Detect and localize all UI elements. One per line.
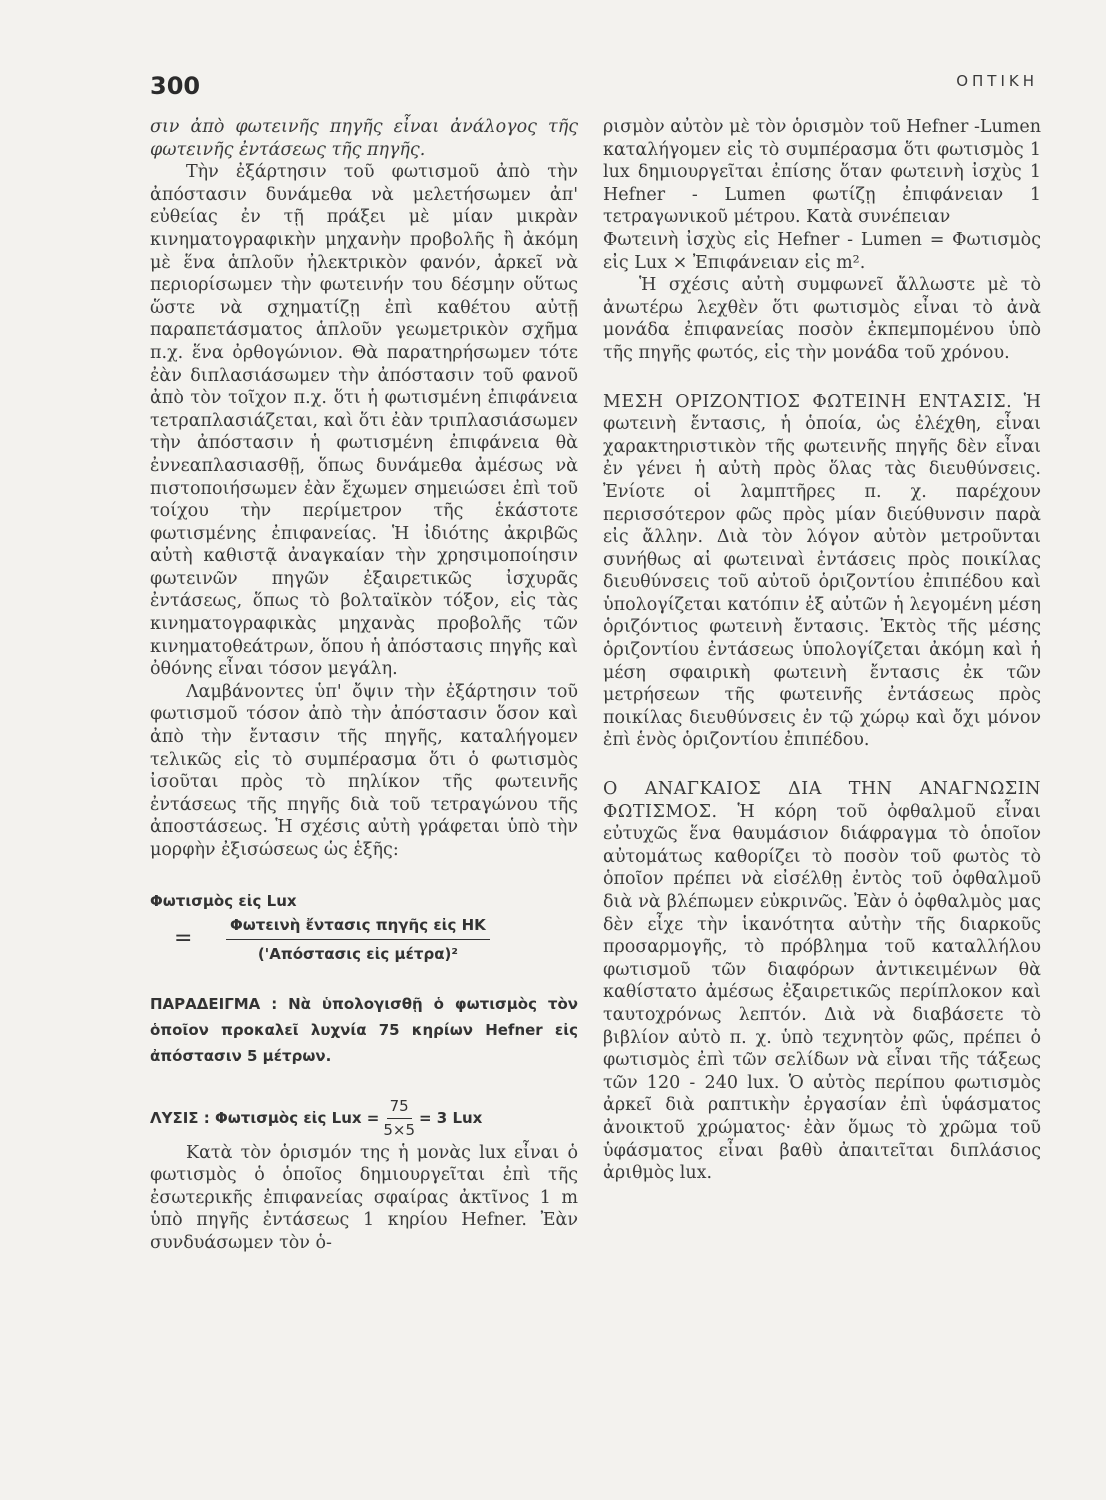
right-formula-line: Φωτεινὴ ἰσχὺς εἰς Hefner - Lumen = Φωτισμὸς εἰς Lux × Ἐπιφάνειαν εἰς m². (603, 229, 1041, 273)
left-paragraph-3: Λαμβάνοντες ὑπ' ὄψιν τὴν ἐξάρτησιν τοῦ φωτισμοῦ τόσον ἀπὸ τὴν ἀπόστασιν ὅσον καὶ ἀπὸ τὴν ἔντασιν τῆς πηγῆς, καταλήγομεν τελικῶς εἰς τὸ συμπέρασμα ὅτι ὁ φωτισμὸς ἰσοῦται πρὸς τὸ πηλίκον τῆς φωτεινῆς ἐντάσεως τῆς πηγῆς διὰ τοῦ τετραγώνου τῆς ἀποστάσεως. Ἡ σχέσις αὐτὴ γράφεται ὑπὸ τὴν μορφὴν ἐξισώσεως ὡς ἑξῆς: (150, 681, 578, 860)
section-reading-illumination (603, 778, 1041, 1185)
left-paragraph-2: Τὴν ἐξάρτησιν τοῦ φωτισμοῦ ἀπὸ τὴν ἀπόστασιν δυνάμεθα νὰ μελετήσωμεν ἀπ' εὐθείας ἐν τῇ πράξει μὲ μίαν μικρὰν κινηματογραφικὴν μηχανὴν προβολῆς ἢ ἀκόμη μὲ ἕνα ἁπλοῦν ἠλεκτρικὸν φανόν, ἀρκεῖ νὰ περιορίσωμεν τὴν φωτεινήν του δέσμην οὕτως ὥστε νὰ σχηματίζῃ ἐπὶ καθέτου αὐτῇ παραπετάσματος ἁπλοῦν γεωμετρικὸν σχῆμα π.χ. ἕνα ὀρθογώνιον. Θὰ παρατηρήσωμεν τότε ἐὰν διπλασιάσωμεν τὴν ἀπόστασιν τοῦ φανοῦ ἀπὸ τὸν τοῖχον π.χ. ὅτι ἡ φωτισμένη ἐπιφάνεια τετραπλασιάζεται, καὶ ὅτι ἐὰν τριπλασιάσωμεν τὴν ἀπόστασιν ἡ φωτισμένη ἐπιφάνεια θὰ ἐννεαπλασιασθῇ, ὅπως δυνάμεθα ἀμέσως νὰ πιστοποιήσωμεν ἐὰν ἔχωμεν σημειώσει ἐπὶ τοῦ τοίχου τὴν περίμετρον τῆς ἑκάστοτε φωτισμένης ἐπιφανείας. Ἡ ἰδιότης ἀκριβῶς αὐτὴ καθιστᾷ ἀναγκαίαν τὴν χρησιμοποίησιν φωτεινῶν πηγῶν ἐξαιρετικῶς ἰσχυρᾶς ἐντάσεως, ὅπως τὸ βολταϊκὸν τόξον, εἰς τὰς κινηματογραφικὰς μηχανὰς προβολῆς τῶν κινηματοθεάτρων, ὅπου ἡ ἀπόστασις πηγῆς καὶ ὀθόνης εἶναι τόσον μεγάλη. (150, 162, 578, 680)
illuminance-formula (150, 890, 578, 966)
solution-line (150, 1095, 578, 1141)
solution-numerator: 75 (387, 1095, 412, 1119)
solution-result: = 3 Lux (419, 1109, 483, 1128)
right-paragraph-2: Ἡ σχέσις αὐτὴ συμφωνεῖ ἄλλωστε μὲ τὸ ἀνωτέρω λεχθὲν ὅτι φωτισμὸς εἶναι τὸ ἀνὰ μονάδα ἐπιφανείας ποσὸν ἐκπεμπομένου ὑπὸ τῆς πηγῆς φωτός, εἰς τὴν μονάδα τοῦ χρόνου. (603, 275, 1041, 363)
solution-label: ΛΥΣΙΣ : Φωτισμὸς εἰς Lux = (150, 1109, 380, 1128)
solution-denominator: 5×5 (383, 1120, 415, 1139)
solution-fraction (383, 1095, 415, 1141)
formula-equals: = (174, 926, 193, 952)
running-title: ΟΠΤΙΚΗ (956, 72, 1038, 90)
left-column (150, 116, 578, 1255)
page-number: 300 (150, 72, 201, 100)
right-column (603, 116, 1041, 1185)
formula-fraction-row (150, 914, 578, 965)
formula-lhs: Φωτισμὸς εἰς Lux (150, 891, 297, 910)
formula-numerator: Φωτεινὴ ἔντασις πηγῆς εἰς ΗΚ (226, 914, 490, 940)
section-mean-horizontal-intensity (603, 391, 1041, 753)
left-paragraph-1: σιν ἀπὸ φωτεινῆς πηγῆς εἶναι ἀνάλογος τῆς φωτεινῆς ἐντάσεως τῆς πηγῆς. (150, 117, 578, 160)
formula-denominator: ('Απόστασις εἰς μέτρα)² (257, 944, 458, 963)
section-heading-2: Ο ΑΝΑΓΚΑΙΟΣ ΔΙΑ ΤΗΝ ΑΝΑΓΝΩΣΙΝ ΦΩΤΙΣΜΟΣ. (603, 779, 1041, 822)
section-text-2: Ἡ κόρη τοῦ ὀφθαλμοῦ εἶναι εὐτυχῶς ἕνα θαυμάσιον διάφραγμα τὸ ὁποῖον αὐτομάτως καθορίζει τὸ ποσὸν τοῦ φωτὸς τὸ ὁποῖον πρέπει νὰ εἰσέλθῃ ἐντὸς τοῦ ὀφθαλμοῦ διὰ νὰ βλέπωμεν εὐκρινῶς. Ἐὰν ὁ ὀφθαλμὸς μας δὲν εἶχε τὴν ἱκανότητα αὐτὴν τῆς διαρκοῦς προσαρμογῆς, τὸ πρόβλημα τοῦ καταλλήλου φωτισμοῦ τῶν διαφόρων ἀντικειμένων θὰ καθίστατο ἀμέσως ἐξαιρετικῶς περίπλοκον καὶ ταυτοχρόνως λεπτόν. Διὰ νὰ διαβάσετε τὸ βιβλίον αὐτὸ π. χ. ὑπὸ τεχνητὸν φῶς, πρέπει ὁ φωτισμὸς ἐπὶ τῶν σελίδων νὰ εἶναι τῆς τάξεως τῶν 120 - 240 lux. Ὁ αὐτὸς περίπου φωτισμὸς ἀρκεῖ διὰ ραπτικὴν ἐργασίαν ἐπὶ ὑφάσματος ἀνοικτοῦ χρώματος· ἐὰν ὅμως τὸ χρῶμα τοῦ ὑφάσματος εἶναι βαθὺ ἀπαιτεῖται διπλάσιος ἀριθμὸς lux. (603, 801, 1041, 1184)
left-paragraph-4: Κατὰ τὸν ὁρισμόν της ἡ μονὰς lux εἶναι ὁ φωτισμὸς ὁ ὁποῖος δημιουργεῖται ἐπὶ τῆς ἐσωτερικῆς ἐπιφανείας σφαίρας ἀκτῖνος 1 m ὑπὸ πηγῆς ἐντάσεως 1 κηρίου Hefner. Ἐὰν συνδυάσωμεν τὸν ὁ- (150, 1142, 578, 1253)
right-paragraph-1: ρισμὸν αὐτὸν μὲ τὸν ὁρισμὸν τοῦ Hefner -Lumen καταλήγομεν εἰς τὸ συμπέρασμα ὅτι φωτισμὸς 1 lux δημιουργεῖται ἐπίσης ὅταν φωτεινὴ ἰσχὺς 1 Hefner - Lumen φωτίζῃ ἐπιφάνειαν 1 τετραγωνικοῦ μέτρου. Κατὰ συνέπειαν (603, 117, 1041, 228)
formula-fraction (226, 914, 490, 965)
section-heading-1: ΜΕΣΗ ΟΡΙΖΟΝΤΙΟΣ ΦΩΤΕΙΝΗ ΕΝΤΑΣΙΣ. (603, 391, 1013, 412)
section-text-1: Ἡ φωτεινὴ ἔντασις, ἡ ὁποία, ὡς ἐλέχθη, εἶναι χαρακτηριστικὸν τῆς φωτεινῆς πηγῆς δὲν εἶναι ἐν γένει ἡ αὐτὴ πρὸς ὅλας τὰς διευθύνσεις. Ἐνίοτε οἱ λαμπτῆρες π. χ. παρέχουν περισσότερον φῶς πρὸς μίαν διεύθυνσιν παρὰ εἰς ἄλλην. Διὰ τὸν λόγον αὐτὸν μετροῦνται συνήθως αἱ φωτειναὶ ἐντάσεις πρὸς ποικίλας διευθύνσεις τοῦ αὐτοῦ ὁριζοντίου ἐπιπέδου καὶ ὑπολογίζεται κατόπιν ἐξ αὐτῶν ἡ λεγομένη μέση ὁριζόντιος φωτεινὴ ἔντασις. Ἐκτὸς τῆς μέσης ὁριζοντίου ἐντάσεως ὑπολογίζεται ἀκόμη καὶ ἡ μέση σφαιρικὴ φωτεινὴ ἔντασις ἐκ τῶν μετρήσεων τῆς φωτεινῆς ἐντάσεως πρὸς ποικίλας διευθύνσεις ἐν τῷ χώρῳ καὶ ὄχι μόνον ἐπὶ ἑνὸς ὁριζοντίου ἐπιπέδου. (603, 391, 1041, 751)
example-problem: ΠΑΡΑΔΕΙΓΜΑ : Νὰ ὑπολογισθῇ ὁ φωτισμὸς τὸν ὁποῖον προκαλεῖ λυχνία 75 κηρίων Hefner εἰς ἀπόστασιν 5 μέτρων. (150, 995, 578, 1066)
